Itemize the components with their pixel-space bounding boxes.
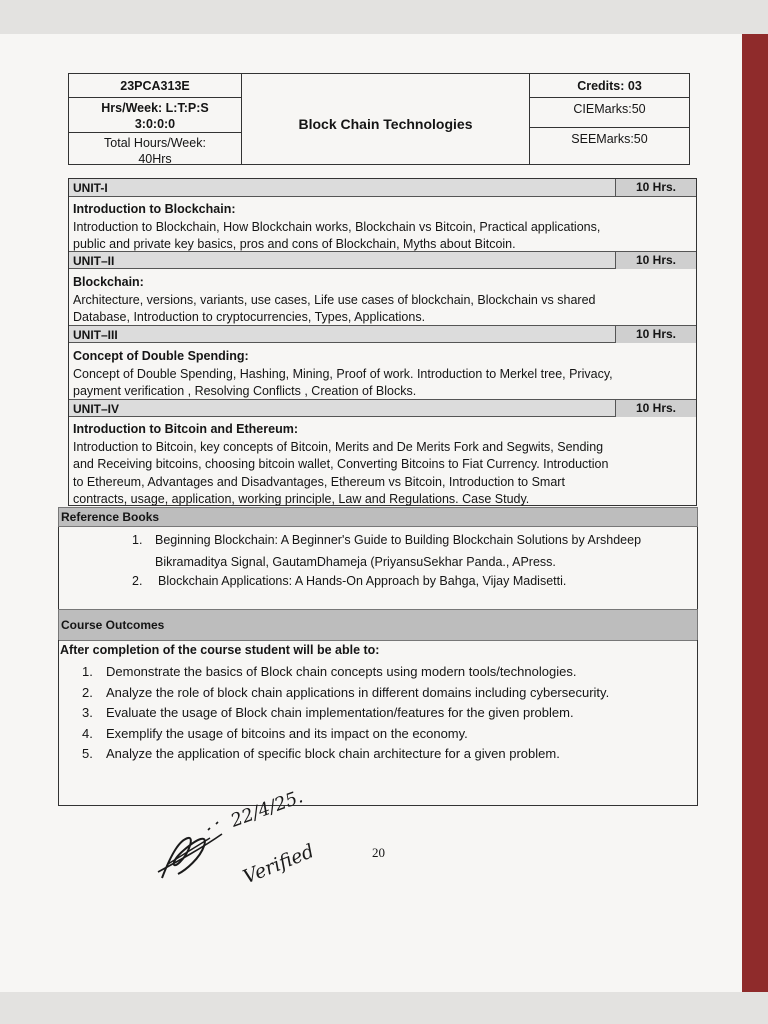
reference-text-line: Beginning Blockchain: A Beginner's Guide to Building Blockchain Solutions by Arshdeep — [155, 533, 642, 547]
unit-hours: 10 Hrs. — [615, 400, 696, 417]
unit-text-line: Introduction to Bitcoin, key concepts of Bitcoin, Merits and De Merits Fork and Segwits, Sending — [73, 439, 604, 454]
unit-text-line: and Receiving bitcoins, choosing bitcoin wallet, Converting Bitcoins to Fiat Currency. Introduction — [73, 457, 609, 471]
list-item — [82, 703, 609, 724]
header-divider — [69, 132, 241, 133]
background-bottom — [0, 992, 768, 1024]
course-outcomes-intro: After completion of the course student will be able to: — [60, 643, 380, 657]
background-right-edge — [742, 34, 768, 992]
reference-text-line: Blockchain Applications: A Hands-On Approach by Bahga, Vijay Madisetti. — [158, 574, 567, 588]
page-number: 20 — [372, 845, 385, 860]
unit-content — [73, 348, 693, 401]
outcome-text: Analyze the application of specific block chain architecture for a given problem. — [106, 746, 560, 761]
unit-header — [69, 399, 696, 417]
unit-label: UNIT–III — [73, 328, 118, 342]
unit-topic: Introduction to Bitcoin and Ethereum: — [73, 422, 298, 436]
outcome-text: Exemplify the usage of bitcoins and its impact on the economy. — [106, 725, 468, 741]
unit-text-line: Introduction to Blockchain, How Blockchain works, Blockchain vs Bitcoin, Practical applications, — [73, 219, 601, 234]
unit-text-line: Concept of Double Spending, Hashing, Mining, Proof of work. Introduction to Merkel tree, Privacy, — [73, 366, 613, 381]
outcome-text: Analyze the role of block chain applications in different domains including cybersecurity. — [106, 684, 610, 700]
outcome-number: 3. — [82, 705, 93, 720]
list-item — [82, 662, 609, 683]
unit-header — [69, 179, 696, 197]
reference-number: 1. — [132, 533, 143, 547]
course-outcomes-list — [82, 662, 609, 765]
handwritten-date: 22/4/25. — [228, 786, 306, 832]
unit-header — [69, 251, 696, 269]
unit-header — [69, 325, 696, 343]
unit-text-line: to Ethereum, Advantages and Disadvantages, Ethereum vs Bitcoin, Introduction to Smart — [73, 474, 565, 489]
unit-content — [73, 421, 693, 509]
hrs-week-label: Hrs/Week: L:T:P:S — [101, 101, 209, 115]
course-code: 23PCA313E — [120, 79, 190, 93]
unit-hours: 10 Hrs. — [615, 179, 696, 196]
outcome-number: 1. — [82, 664, 93, 679]
header-divider — [529, 97, 689, 98]
unit-text-line: Architecture, versions, variants, use cases, Life use cases of blockchain, Blockchain vs shared — [73, 292, 596, 307]
total-hours-label: Total Hours/Week: — [104, 136, 206, 150]
unit-text-line: payment verification , Resolving Conflicts , Creation of Blocks. — [73, 384, 417, 398]
outcome-number: 4. — [82, 725, 93, 741]
reference-text-line: Bikramaditya Signal, GautamDhameja (PriyansuSekhar Panda., APress. — [155, 555, 556, 569]
outcome-number: 5. — [82, 746, 93, 761]
course-outcomes-heading: Course Outcomes — [58, 609, 698, 641]
outcome-text: Demonstrate the basics of Block chain concepts using modern tools/technologies. — [106, 664, 577, 679]
unit-text-line: Database, Introduction to cryptocurrencies, Types, Applications. — [73, 310, 426, 324]
reference-number: 2. — [132, 574, 143, 588]
unit-content — [73, 201, 693, 254]
header-divider — [69, 97, 241, 98]
outcome-number: 2. — [82, 684, 93, 700]
unit-topic: Blockchain: — [73, 275, 144, 289]
outcome-text: Evaluate the usage of Block chain implementation/features for the given problem. — [106, 705, 574, 720]
unit-content — [73, 274, 693, 327]
unit-hours: 10 Hrs. — [615, 252, 696, 269]
unit-label: UNIT–IV — [73, 402, 120, 416]
list-item — [82, 683, 609, 704]
handwritten-note: Verified — [240, 840, 318, 889]
unit-text-line: public and private key basics, pros and cons of Blockchain, Myths about Bitcoin. — [73, 237, 516, 251]
header-divider — [529, 127, 689, 128]
credits: Credits: 03 — [577, 79, 642, 93]
background-top — [0, 0, 768, 34]
unit-text-line: contracts, usage, application, working principle, Law and Regulations. Case Study. — [73, 492, 530, 506]
hrs-week-value: 3:0:0:0 — [134, 117, 176, 131]
units-table — [68, 178, 697, 506]
unit-topic: Introduction to Blockchain: — [73, 202, 236, 216]
unit-label: UNIT–II — [73, 254, 115, 268]
unit-label: UNIT-I — [73, 181, 108, 195]
unit-topic: Concept of Double Spending: — [73, 349, 249, 363]
list-item — [82, 724, 609, 745]
cie-marks: CIEMarks:50 — [573, 102, 646, 116]
list-item — [82, 744, 609, 765]
course-title: Block Chain Technologies — [298, 116, 473, 132]
unit-hours: 10 Hrs. — [615, 326, 696, 343]
total-hours-value: 40Hrs — [138, 152, 172, 166]
course-header-table — [68, 73, 690, 165]
see-marks: SEEMarks:50 — [571, 132, 648, 146]
reference-books-heading: Reference Books — [58, 507, 698, 527]
